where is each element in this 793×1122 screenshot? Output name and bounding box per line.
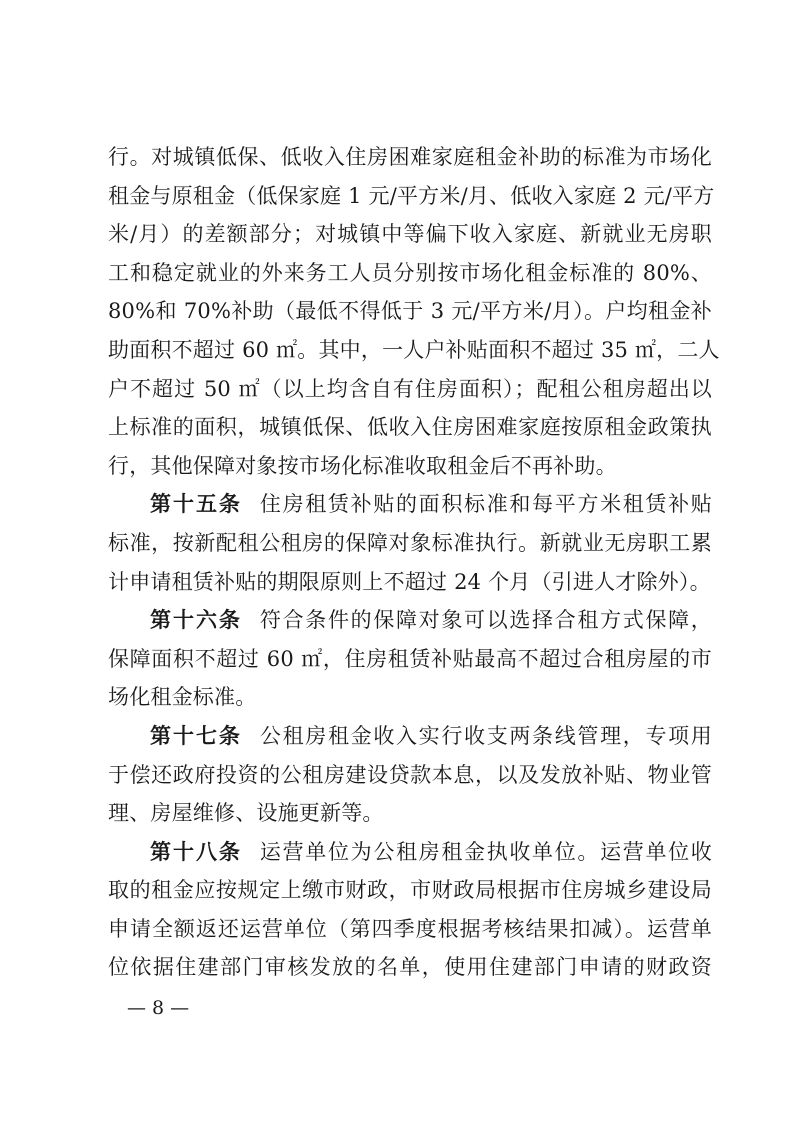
paragraph-line: 户不超过 50 ㎡（以上均含自有住房面积）；配租公租房超出以 [108, 376, 712, 401]
article-16-line: 保障面积不超过 60 ㎡，住房租赁补贴最高不超过合租房屋的市 [108, 646, 712, 671]
paragraph-line: 行。对城镇低保、低收入住房困难家庭租金补助的标准为市场化 [108, 145, 712, 169]
article-18-first-line [108, 833, 712, 872]
paragraph-line: 助面积不超过 60 ㎡。其中，一人户补贴面积不超过 35 ㎡，二人 [108, 337, 720, 362]
article-16-line: 场化租金标准。 [108, 685, 257, 710]
article-15-line: 标准，按新配租公租房的保障对象标准执行。新就业无房职工累 [108, 530, 712, 555]
article-16-first-line [108, 601, 712, 640]
paragraph-line: 工和稳定就业的外来务工人员分别按市场化租金标准的 80%、 [108, 260, 712, 285]
body-text [108, 138, 720, 987]
article-18-heading: 第十八条 [150, 838, 242, 864]
article-15-line: 计申请租赁补贴的期限原则上不超过 24 个月（引进人才除外）。 [108, 569, 711, 594]
article-17-line: 于偿还政府投资的公租房建设贷款本息，以及发放补贴、物业管 [108, 762, 712, 787]
article-18-text: 运营单位为公租房租金执收单位。运营单位收 [259, 839, 713, 864]
article-17-first-line [108, 717, 712, 756]
article-18-line: 位依据住建部门审核发放的名单，使用住建部门申请的财政资 [108, 955, 712, 980]
article-15-heading: 第十五条 [150, 491, 242, 517]
article-16-heading: 第十六条 [150, 607, 242, 633]
paragraph-line: 行，其他保障对象按市场化标准收取租金后不再补助。 [108, 453, 617, 478]
paragraph-line: 米/月）的差额部分；对城镇中等偏下收入家庭、新就业无房职 [108, 222, 712, 247]
article-18-line: 申请全额返还运营单位（第四季度根据考核结果扣减）。运营单 [108, 916, 712, 941]
article-16-text: 符合条件的保障对象可以选择合租方式保障， [259, 608, 713, 633]
article-17-text: 公租房租金收入实行收支两条线管理，专项用 [259, 723, 713, 748]
paragraph-line: 80%和 70%补助（最低不得低于 3 元/平方米/月）。户均租金补 [108, 299, 712, 324]
paragraph-line: 租金与原租金（低保家庭 1 元/平方米/月、低收入家庭 2 元/平方 [108, 183, 715, 208]
paragraph-line: 上标准的面积，城镇低保、低收入住房困难家庭按原租金政策执 [108, 415, 712, 440]
article-18-line: 取的租金应按规定上缴市财政，市财政局根据市住房城乡建设局 [108, 878, 712, 903]
article-17-line: 理、房屋维修、设施更新等。 [108, 801, 384, 826]
article-15-text: 住房租赁补贴的面积标准和每平方米租赁补贴 [259, 492, 713, 517]
article-17-heading: 第十七条 [150, 722, 242, 748]
page-number: — 8 — [127, 997, 190, 1019]
article-15-first-line [108, 485, 712, 524]
